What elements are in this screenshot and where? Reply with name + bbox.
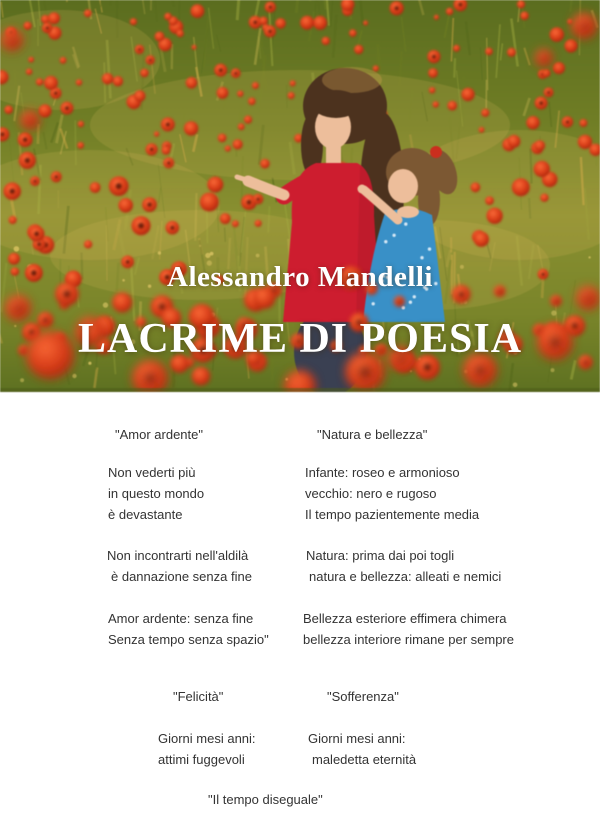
stanza-sofferenza-1: [308, 728, 416, 770]
poem-line: è devastante: [108, 507, 183, 522]
poem-line: Giorni mesi anni:: [158, 731, 256, 746]
poem-line: Giorni mesi anni:: [308, 731, 406, 746]
poem-line: Senza tempo senza spazio": [108, 632, 269, 647]
poem-line: in questo mondo: [108, 486, 205, 501]
book-title: LACRIME DI POESIA: [77, 316, 523, 362]
poem-line: è dannazione senza fine: [111, 569, 252, 584]
stanza-natura-2: [306, 545, 501, 587]
stanza-amor-3: [108, 608, 269, 650]
poem-line: natura e bellezza: alleati e nemici: [309, 569, 502, 584]
photo-bottom-edge: [0, 388, 600, 392]
poem-line: Amor ardente: senza fine: [108, 611, 254, 626]
author-name: Alessandro Mandelli: [167, 261, 433, 293]
hair-bow: [430, 146, 442, 158]
poem-line: maledetta eternità: [312, 752, 417, 767]
poem-line: Bellezza esteriore effimera chimera: [303, 611, 507, 626]
poem-title-amor-ardente: "Amor ardente": [115, 427, 203, 442]
poem-line: Non vederti più: [108, 465, 196, 480]
poem-line: Il tempo pazientemente media: [305, 507, 480, 522]
poem-line: Infante: roseo e armonioso: [305, 465, 460, 480]
stanza-felicita-1: [158, 728, 256, 770]
stanza-natura-3: [303, 608, 514, 650]
stanza-amor-1: [108, 462, 204, 525]
poem-title-sofferenza: "Sofferenza": [327, 689, 399, 704]
poem-line: Non incontrarti nell'aldilà: [107, 548, 249, 563]
footer-poem-title: "Il tempo diseguale": [208, 792, 323, 807]
poem-line: attimi fuggevoli: [158, 752, 245, 767]
stanza-amor-2: [107, 545, 252, 587]
poem-line: vecchio: nero e rugoso: [305, 486, 437, 501]
poem-title-natura-e-bellezza: "Natura e bellezza": [317, 427, 428, 442]
stanza-natura-1: [305, 462, 479, 525]
poem-line: Natura: prima dai poi togli: [306, 548, 455, 563]
poem-line: bellezza interiore rimane per sempre: [303, 632, 514, 647]
poem-title-felicita: "Felicità": [173, 689, 224, 704]
